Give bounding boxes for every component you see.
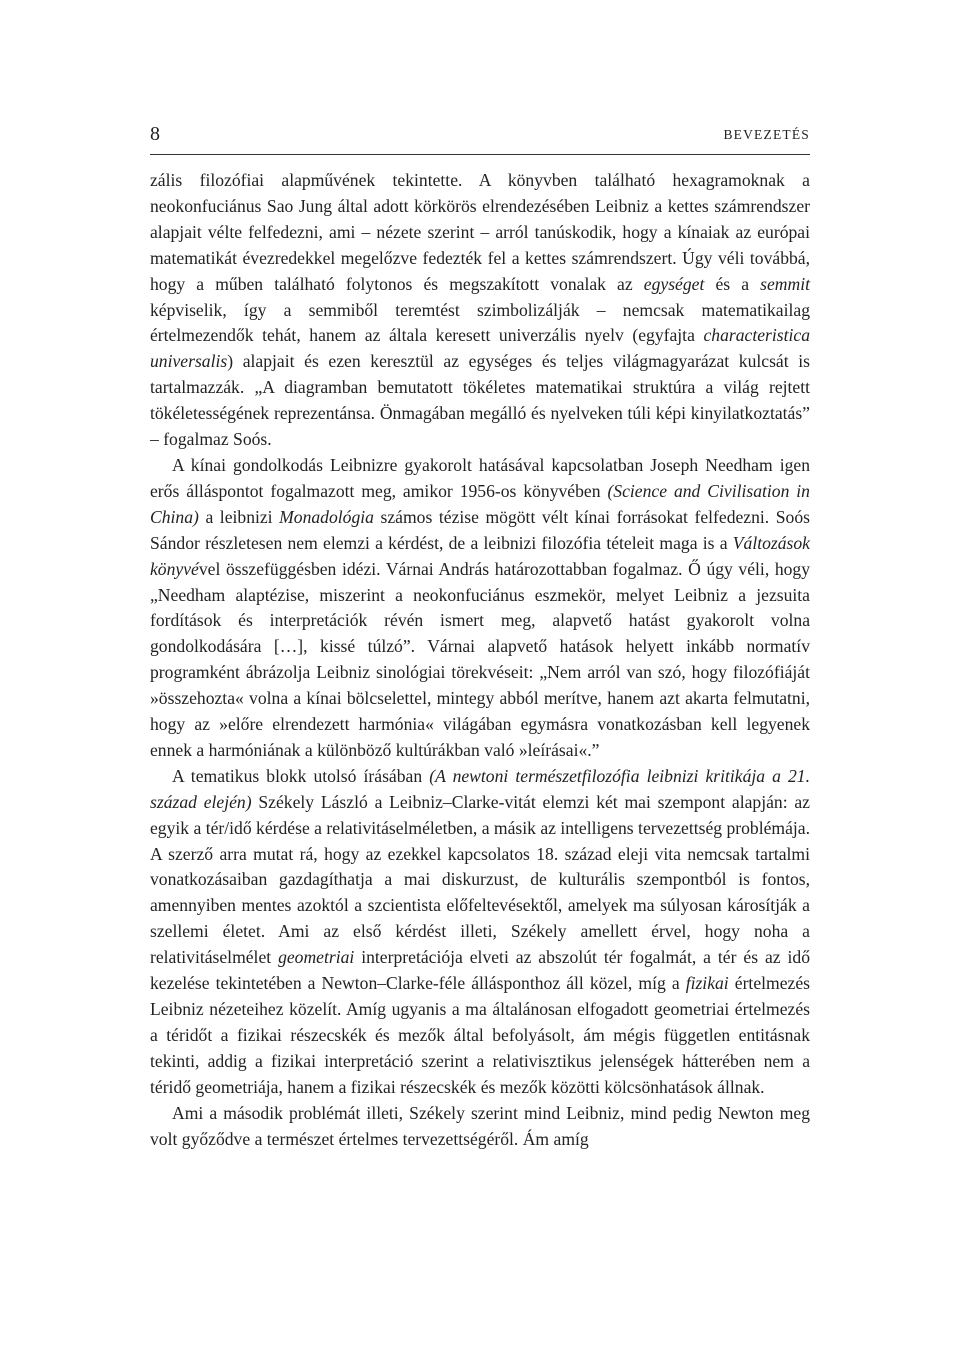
italic-text: (Science and Civilisation in China) [150, 480, 810, 527]
italic-text: Monadológia [279, 506, 374, 527]
text-run: és a [704, 273, 761, 294]
italic-text: Változások könyvé [150, 532, 810, 579]
text-run: számos tézise mögött vélt kínai forrásokat felfedezni. Soós Sándor részletesen nem elemzi a kérdést, de a leibnizi filozófia tételeit maga is a [150, 506, 810, 553]
italic-text: egységet [643, 273, 705, 294]
italic-text: (A newtoni természetfilozófia leibnizi kritikája a 21. század elején) [150, 765, 810, 812]
text-run: A kínai gondolkodás Leibnizre gyakorolt hatásával kapcsolatban Joseph Needham igen erős álláspontot fogalmazott meg, amikor 1956-os könyvében [150, 454, 810, 501]
text-run: értelmezés Leibniz nézeteihez közelít. Amíg ugyanis a ma általánosan elfogadott geometriai értelmezés a téridőt a fizikai részecskék és mezők által befolyásolt, ám mégis független entitásnak tekinti, addig a fizikai interpretáció szerint a relativisztikus jelenségek hátterében nem a téridő geometriája, hanem a fizikai részecskék és mezők közötti kölcsönhatások állnak. [150, 973, 810, 1097]
italic-text: characteristica universalis [150, 325, 810, 372]
header-rule [150, 154, 810, 155]
text-run: ) alapjait és ezen keresztül az egységes és teljes világmagyarázat kulcsát is tartalmazzák. „A diagramban bemutatott tökéletes matematikai struktúra a világ rejtett tökéletességének reprezentánsa. Önmagában megálló és nyelveken túli képi kinyilatkoztatás” – fogalmaz Soós. [150, 351, 810, 450]
italic-text: fizikai [685, 973, 729, 994]
italic-text: geometriai [278, 947, 355, 968]
page-number: 8 [150, 123, 160, 145]
text-run: A tematikus blokk utolsó írásában [172, 765, 430, 786]
paragraph [150, 764, 810, 1101]
text-run: vel összefüggésben idézi. Várnai András határozottabban fogalmaz. Ő úgy véli, hogy „Needham alaptézise, miszerint a neokonfuciánus eszmekör, melyet Leibniz a jezsuita fordítások és interpretációk révén ismert meg, alapvető hatást gyakorolt volna gondolkodására […], kissé túlzó”. Várnai alapvető hatások helyett inkább normatív programként ábrázolja Leibniz sinológiai törekvéseit: „Nem arról van szó, hogy filozófiáját »összehozta« volna a kínai bölcselettel, mintegy abból merítve, hanem azt akarta felmutatni, hogy az »előre elrendezett harmónia« világában egymásra vonatkozásban kell legyenek ennek a harmóniának a különböző kultúrákban való »leírásai«.” [150, 558, 810, 760]
paragraph [150, 1101, 810, 1153]
paragraph [150, 168, 810, 453]
text-run: Ami a második problémát illeti, Székely szerint mind Leibniz, mind pedig Newton meg volt győződve a természet értelmes tervezettségéről. Ám amíg [150, 1102, 810, 1149]
italic-text: semmit [760, 273, 810, 294]
text-run: a leibnizi [198, 506, 280, 527]
text-run: interpretációja elveti az abszolút tér fogalmát, a tér és az idő kezelése tekintetében a Newton–Clarke-féle állásponthoz áll közel, míg a [150, 947, 810, 994]
paragraph [150, 453, 810, 764]
body-text [150, 168, 810, 1152]
running-head: BEVEZETÉS [723, 127, 810, 142]
page-header [150, 122, 810, 152]
text-run: képviselik, így a semmiből teremtést szimbolizálják – nemcsak matematikailag értelmezendők tehát, hanem az általa keresett univerzális nyelv (egyfajta [150, 299, 810, 346]
text-run: zális filozófiai alapművének tekintette. A könyvben található hexagramoknak a neokonfuciánus Sao Jung által adott körkörös elrendezésében Leibniz a kettes számrendszer alapjait vélte felfedezni, ami – nézete szerint – arról tanúskodik, hogy a kínaiak az európai matematikát évezredekkel megelőzve fedezték fel a kettes számrendszert. Úgy véli továbbá, hogy a műben található folytonos és megszakított vonalak az [150, 170, 810, 294]
text-run: Székely László a Leibniz–Clarke-vitát elemzi két mai szempont alapján: az egyik a tér/idő kérdése a relativitáselméletben, a másik az intelligens tervezettség problémája. A szerző arra mutat rá, hogy az ezekkel kapcsolatos 18. század eleji vita nemcsak tartalmi vonatkozásaiban gazdagíthatja a mai diskurzust, de kulturális szempontból is fontos, amennyiben mentes azoktól a szcientista előfeltevésektől, amelyek ma súlyosan károsítják a szellemi életet. Ami az első kérdést illeti, Székely amellett érvel, hogy noha a relativitáselmélet [150, 791, 810, 968]
